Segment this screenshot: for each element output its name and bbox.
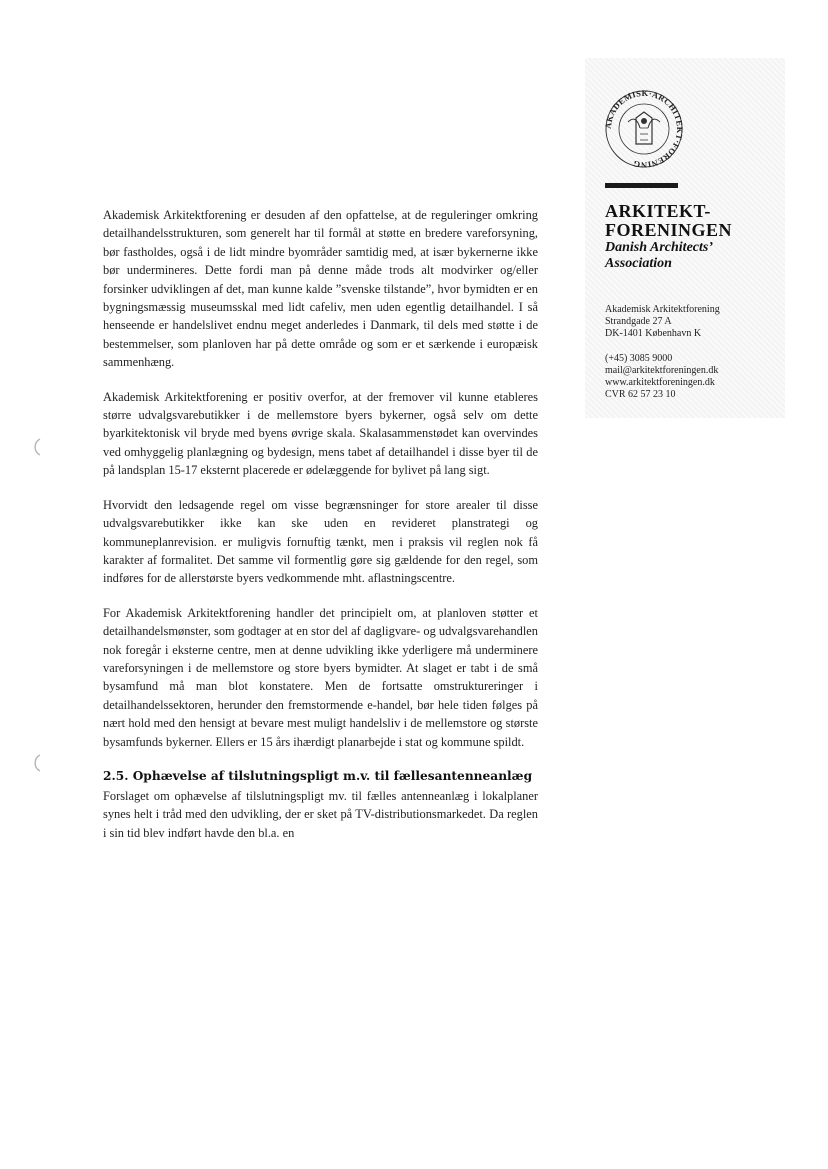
- website-address: www.arkitektforeningen.dk: [605, 377, 715, 388]
- body-paragraph: Akademisk Arkitektforening er desuden af den opfattelse, at de reguleringer omkring detailhandelsstrukturen, som generelt har til formål at støtte en bredere vareforsyning, bør fastholdes, også i de lidt mindre byområder samtidig med, at især bykernerne ikke bør undermineres. Dette fordi man på denne måde trods alt modvirker og/eller forsinker udviklingen af det, man kunne kalde ”svenske tilstande”, hvor bymidten er en bygningsmæssig museumsskal med lidt cafeliv, men uden egentlig detailhandel. I så henseende er handelslivet endnu meget anderledes i Danmark, til dels med støtte i de bestemmelser, som planloven har på dette område og som er et særkende i europæisk sammenhæng.: [103, 208, 538, 370]
- address-line: Strandgade 27 A: [605, 316, 672, 327]
- punch-hole-mark: [28, 437, 42, 457]
- organization-name-english: [605, 240, 780, 272]
- postal-address: [605, 304, 785, 340]
- organization-name-line-1: ARKITEKT-: [605, 201, 711, 221]
- address-line: Akademisk Arkitektforening: [605, 304, 720, 315]
- body-paragraph: Hvorvidt den ledsagende regel om visse begrænsninger for store arealer til disse udvalgsvarebutikker ikke kan ske uden en revideret planstrategi og kommuneplanrevision. er muligvis fornuftig tænkt, men i praksis vil reglen nok få karakter af formalitet. Det samme vil formentlig gøre sig gældende for den regel, som indføres for de allerstørste byers vedkommende mht. aflastningscentre.: [103, 497, 538, 586]
- body-paragraph: For Akademisk Arkitektforening handler det principielt om, at planloven støtter et detailhandelsmønster, som godtager at en stor del af dagligvare- og udvalgsvarehandlen nok foregår i eksterne centre, men at denne udvikling ikke yderligere må underminere vareforsyningen i de mellemstore og store byers bymidter. At slaget er tabt i de små bysamfund må man blot konstatere. Men de fortsatte omstruktureringer i detailhandelssektoren, herunder den fremstormende e-handel, bør hele tiden følges på nært hold med den hensigt at bevare mest muligt handelsliv i de mellemstore og største bysamfunds bykerner. Ellers er 15 års ihærdigt planarbejde i stat og kommune spildt.: [103, 605, 538, 749]
- organization-name: [605, 202, 780, 240]
- cvr-number: CVR 62 57 23 10: [605, 389, 676, 400]
- address-line: DK-1401 København K: [605, 328, 702, 339]
- organization-name-english-line-2: Association: [605, 256, 672, 271]
- svg-text:AKADEMISK·ARCHITEKT·FORENING: AKADEMISK·ARCHITEKT·FORENING: [602, 88, 686, 170]
- section-heading: 2.5. Ophævelse af tilslutningspligt m.v. til fællesantenneanlæg: [103, 768, 533, 783]
- body-paragraph: Akademisk Arkitektforening er positiv overfor, at der fremover vil kunne etableres større udvalgsvarebutikker i de mellemstore byers bykerner, også selv om dette byarkitektonisk vil bryde med byens øvrige skala. Skalasammenstødet kan overvindes ved omhyggelig planlægning og bydesign, mens tabet af detailhandel i disse byer til de på landsplan 15-17 eksternt placerede er ødelæggende for bylivet på lang sigt.: [103, 389, 538, 478]
- letterhead-rule: [605, 183, 678, 188]
- organization-name-english-line-1: Danish Architects’: [605, 240, 713, 255]
- section-paragraph: Forslaget om ophævelse af tilslutningspligt mv. til fælles antenneanlæg i lokalplaner synes helt i tråd med den udvikling, der er sket på TV-distributionsmarkedet. Da reglen i sin tid blev indført havde den bl.a. en: [103, 788, 538, 840]
- letter-body: [103, 206, 538, 842]
- punch-hole-mark: [28, 753, 42, 773]
- contact-details: [605, 353, 785, 401]
- association-seal-logo: [598, 88, 690, 170]
- phone-number: (+45) 3085 9000: [605, 353, 673, 364]
- email-address: mail@arkitektforeningen.dk: [605, 365, 719, 376]
- organization-name-line-2: FORENINGEN: [605, 220, 733, 240]
